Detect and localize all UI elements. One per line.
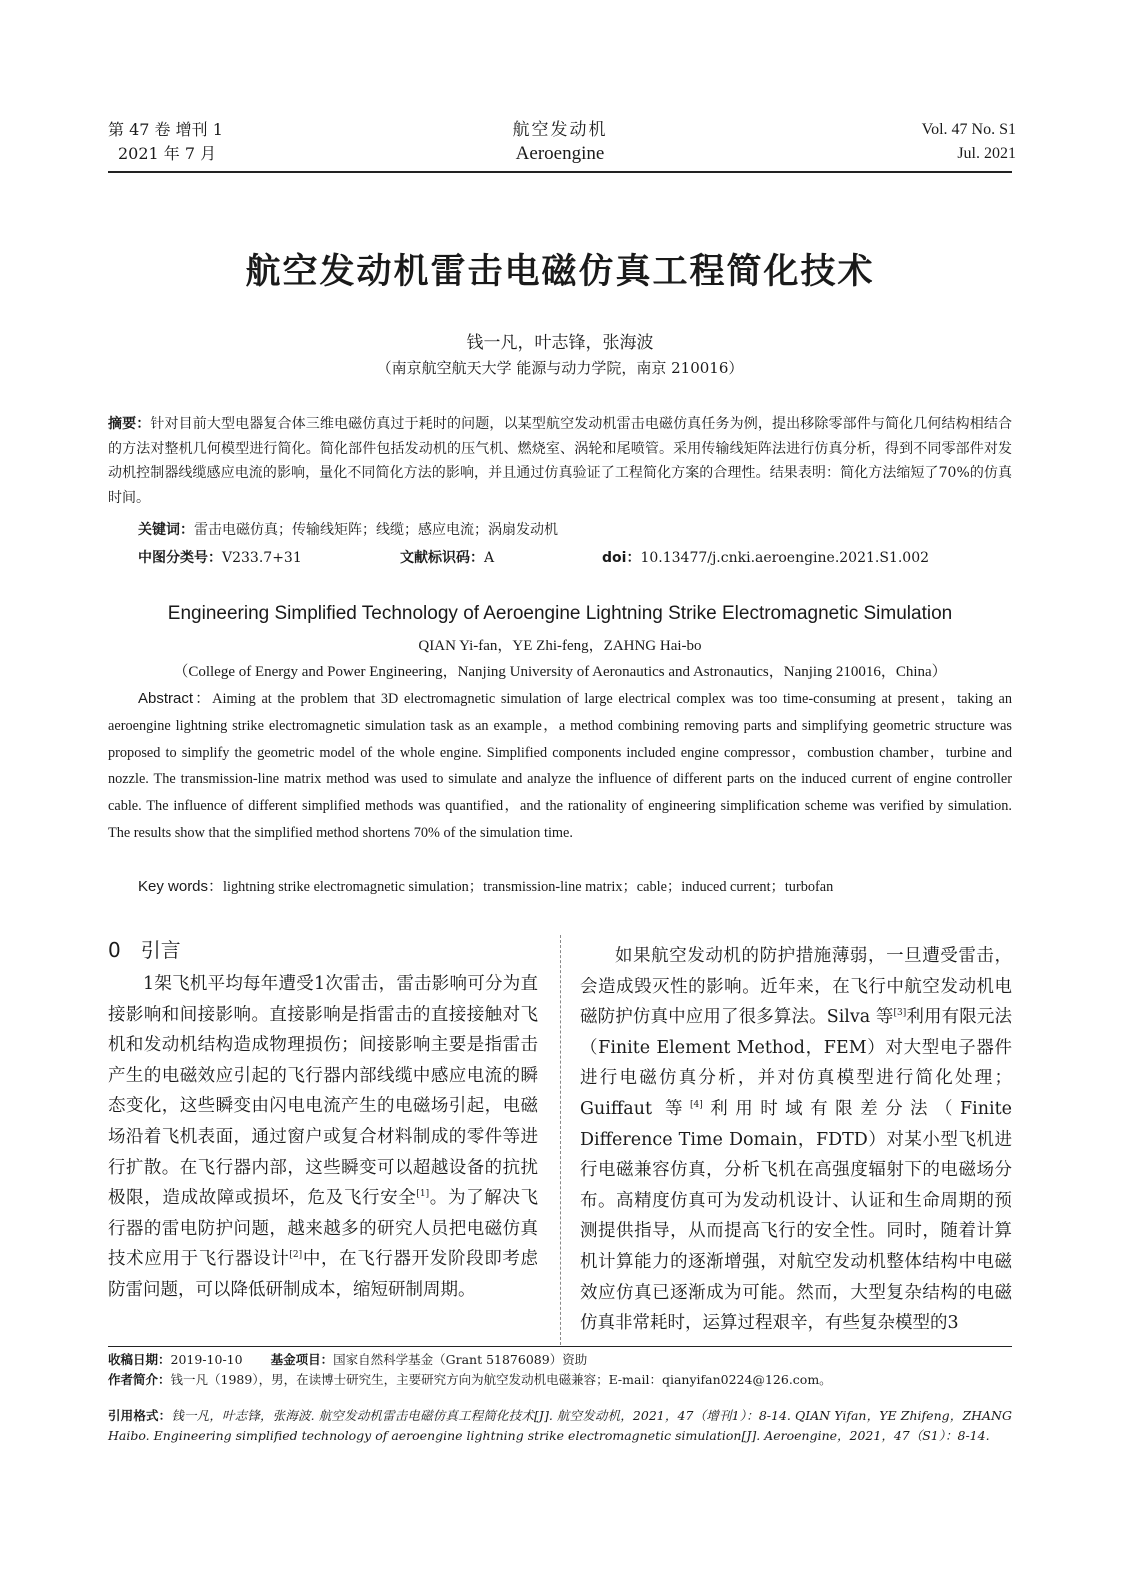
abstract-zh bbox=[108, 412, 1012, 510]
section-title: 引言 bbox=[140, 938, 181, 962]
journal-name-en: Aeroengine bbox=[515, 143, 605, 164]
fund-info: 国家自然科学基金（Grant 51876089）资助 bbox=[333, 1352, 588, 1367]
doi: doi：10.13477/j.cnki.aeroengine.2021.S1.002 bbox=[602, 550, 930, 566]
keywords-text-zh: 雷击电磁仿真；传输线矩阵；线缆；感应电流；涡扇发动机 bbox=[194, 522, 558, 538]
journal-name-zh: 航空发动机 bbox=[512, 120, 608, 140]
section-heading bbox=[108, 934, 181, 963]
footnote-received-fund: 收稿日期：2019-10-10 基金项目：国家自然科学基金（Grant 51876089）资助 bbox=[108, 1352, 588, 1367]
footnote-author: 作者简介：钱一凡（1989），男，在读博士研究生，主要研究方向为航空发动机电磁兼容；E-mail：qianyifan0224@126.com。 bbox=[108, 1372, 832, 1387]
received-date: 2019-10-10 bbox=[170, 1352, 243, 1367]
affiliation-en: （College of Energy and Power Engineering，Nanjing University of Aeronautics and Astronautics，Nanjing 210016，China） bbox=[173, 664, 947, 680]
column-divider bbox=[560, 935, 561, 1345]
keywords-en bbox=[138, 875, 833, 896]
keywords-label-zh: 关键词： bbox=[138, 522, 194, 538]
header-rule bbox=[108, 171, 1012, 173]
citation-ref[interactable]: [3] bbox=[893, 1008, 907, 1019]
section-number: 0 bbox=[108, 938, 121, 962]
abstract-en bbox=[108, 686, 1012, 847]
paper-title-zh: 航空发动机雷击电磁仿真工程简化技术 bbox=[245, 252, 875, 292]
footnote-rule bbox=[108, 1346, 1012, 1347]
citation-ref[interactable]: [1] bbox=[416, 1189, 430, 1200]
authors-en: QIAN Yi-fan，YE Zhi-feng，ZAHNG Hai-bo bbox=[418, 638, 702, 654]
keywords-zh bbox=[138, 519, 558, 539]
abstract-label-en: Abstract： bbox=[138, 690, 213, 707]
citation-format: 引用格式：钱一凡，叶志锋，张海波. 航空发动机雷击电磁仿真工程简化技术[J]. 航空发动机，2021，47（增刊1）：8-14. QIAN Yifan，YE Zhifeng，ZHANG Haibo. Engineering simplified technology of aeroengine lightning strike electromagnetic simulation[J]. Aeroengine，2021，47（S1）：8-14. bbox=[108, 1408, 1012, 1443]
date-label-en: Jul. 2021 bbox=[957, 145, 1016, 162]
document-code: 文献标识码：A bbox=[400, 550, 495, 566]
running-header-right bbox=[922, 118, 1016, 166]
body-column-right: 如果航空发动机的防护措施薄弱，一旦遭受雷击，会造成毁灭性的影响。近年来，在飞行中航空发动机电磁防护仿真中应用了很多算法。Silva 等[3]利用有限元法（Finite Element Method，FEM）对大型电子器件进行电磁仿真分析，并对仿真模型进行简化处理；Guiffaut 等[4]利用时域有限差分法（Finite Difference Time Domain，FDTD）对某小型飞机进行电磁兼容仿真，分析飞机在高强度辐射下的电磁场分布。高精度仿真可为发动机设计、认证和生命周期的预测提供指导，从而提高飞行的安全性。同时，随着计算机计算能力的逐渐增强，对航空发动机整体结构中电磁效应仿真已逐渐成为可能。然而，大型复杂结构的电磁仿真非常耗时，运算过程艰辛，有些复杂模型的3 bbox=[580, 946, 1012, 1334]
paper-title-en: Engineering Simplified Technology of Aeroengine Lightning Strike Electromagnetic Simulation bbox=[167, 603, 953, 624]
abstract-label-zh: 摘要： bbox=[108, 416, 151, 432]
abstract-text-en: Aiming at the problem that 3D electromagnetic simulation of large electrical complex was too time-consuming at present，taking an aeroengine lightning strike electromagnetic simulation task as an example，a method combining removing parts and simplifying geometric structure was proposed to simplify the geometric model of the whole engine. Simplified components included engine compressor，combustion chamber，turbine and nozzle. The transmission-line matrix method was used to simulate and analyze the influence of different parts on the induced current of engine controller cable. The influence of different simplified methods was quantified，and the rationality of engineering simplification scheme was verified by simulation. The results show that the simplified method shortens 70% of the simulation time. bbox=[108, 691, 1012, 841]
issue-label: 第 47 卷 增刊 1 bbox=[108, 120, 223, 139]
body-column-left: 1架飞机平均每年遭受1次雷击，雷击影响可分为直接影响和间接影响。直接影响是指雷击的直接接触对飞机和发动机结构造成物理损伤；间接影响主要是指雷击产生的电磁效应引起的飞行器内部线缆中感应电流的瞬态变化，这些瞬变由闪电电流产生的电磁场引起，电磁场沿着飞机表面，通过窗户或复合材料制成的零件等进行扩散。在飞行器内部，这些瞬变可以超越设备的抗扰极限，造成故障或损坏，危及飞行安全[1]。为了解决飞行器的雷电防护问题，越来越多的研究人员把电磁仿真技术应用于飞行器设计[2]中，在飞行器开发阶段即考虑防雷问题，可以降低研制成本，缩短研制周期。 bbox=[108, 974, 539, 1300]
abstract-text-zh: 针对目前大型电器复合体三维电磁仿真过于耗时的问题，以某型航空发动机雷击电磁仿真任务为例，提出移除零部件与简化几何结构相结合的方法对整机几何模型进行简化。简化部件包括发动机的压气机、燃烧室、涡轮和尾喷管。采用传输线矩阵法进行仿真分析，得到不同零部件对发动机控制器线缆感应电流的影响，量化不同简化方法的影响，并且通过仿真验证了工程简化方案的合理性。结果表明：简化方法缩短了70%的仿真时间。 bbox=[108, 416, 1013, 506]
citation-ref[interactable]: [4] bbox=[690, 1100, 703, 1111]
authors-zh: 钱一凡，叶志锋，张海波 bbox=[466, 333, 654, 353]
volume-label: Vol. 47 No. S1 bbox=[921, 121, 1016, 138]
keywords-label-en: Key words： bbox=[138, 878, 224, 895]
affiliation-zh: （南京航空航天大学 能源与动力学院，南京 210016） bbox=[376, 359, 744, 377]
citation-text: 钱一凡，叶志锋，张海波. 航空发动机雷击电磁仿真工程简化技术[J]. 航空发动机，2021，47（增刊1）：8-14. QIAN Yifan，YE Zhifeng，ZHANG Haibo. Engineering simplified technology of aeroengine lightning strike electromagnetic simulation[J]. Aeroengine，2021，47（S1）：8-14. bbox=[108, 1408, 1012, 1443]
keywords-text-en: lightning strike electromagnetic simulation；transmission-line matrix；cable；induced current；turbofan bbox=[223, 879, 834, 895]
author-bio: 钱一凡（1989），男，在读博士研究生，主要研究方向为航空发动机电磁兼容；E-mail：qianyifan0224@126.com。 bbox=[170, 1372, 832, 1387]
clc-code: 中图分类号：V233.7+31 bbox=[138, 550, 302, 566]
date-label: 2021 年 7 月 bbox=[118, 144, 217, 163]
citation-ref[interactable]: [2] bbox=[289, 1250, 303, 1261]
